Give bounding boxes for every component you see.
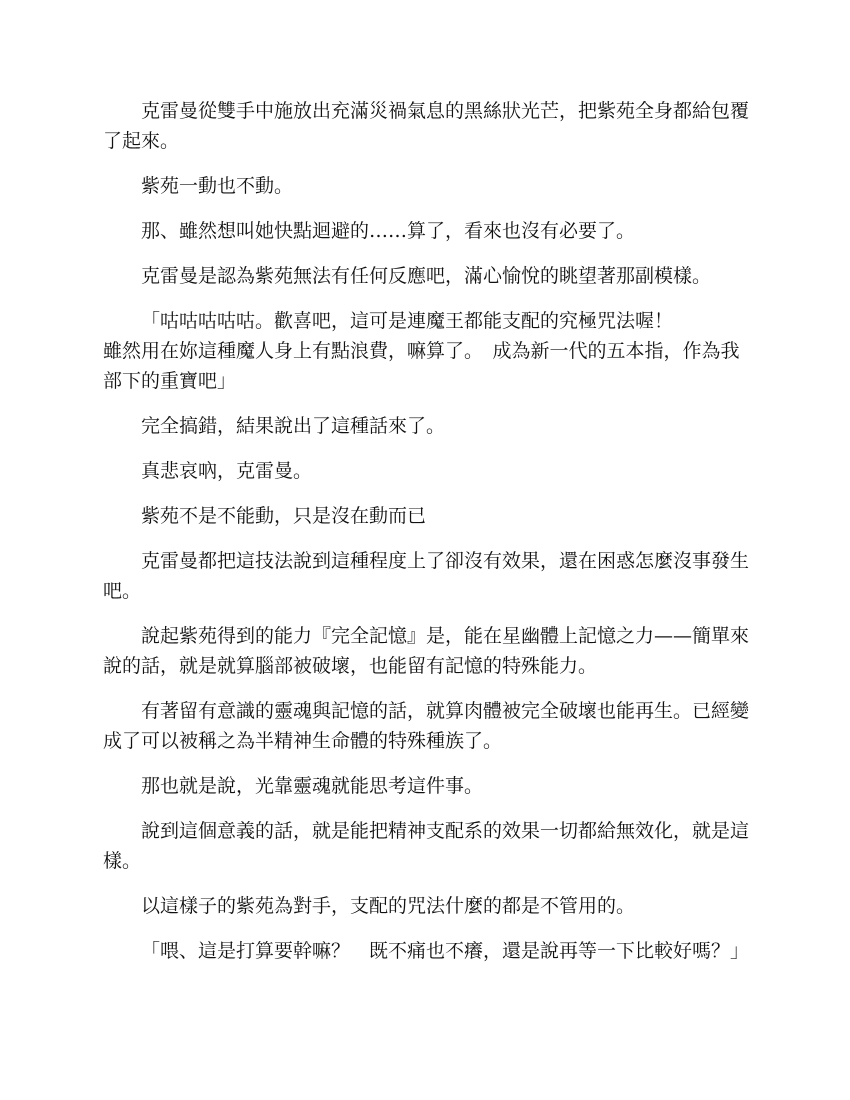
paragraph: 那、雖然想叫她快點迴避的……算了，看來也沒有必要了。 xyxy=(141,220,636,242)
document-body xyxy=(103,96,753,981)
paragraph: 克雷曼是認為紫苑無法有任何反應吧，滿心愉悅的眺望著那副模樣。 xyxy=(141,265,712,287)
paragraph: 說到這個意義的話，就是能把精神支配系的效果一切都給無效化，就是這樣。 xyxy=(103,820,750,872)
paragraph: 以這樣子的紫苑為對手，支配的咒法什麼的都是不管用的。 xyxy=(141,895,636,917)
dialogue-paragraph: 「喂、這是打算要幹嘛？ 既不痛也不癢，還是說再等一下比較好嗎？」 xyxy=(141,940,750,962)
paragraph: 克雷曼都把這技法說到這種程度上了卻沒有效果，還在困惑怎麼沒事發生吧。 xyxy=(103,550,750,602)
paragraph: 有著留有意識的靈魂與記憶的話，就算肉體被完全破壞也能再生。已經變成了可以被稱之為半精神生命體的特殊種族了。 xyxy=(103,700,750,752)
paragraph: 說起紫苑得到的能力『完全記憶』是，能在星幽體上記憶之力——簡單來說的話，就是就算腦部被破壞，也能留有記憶的特殊能力。 xyxy=(103,625,750,677)
paragraph: 那也就是說，光靠靈魂就能思考這件事。 xyxy=(141,775,484,797)
paragraph: 克雷曼從雙手中施放出充滿災禍氣息的黑絲狀光芒，把紫苑全身都給包覆了起來。 xyxy=(103,100,750,152)
paragraph: 完全搞錯，結果說出了這種話來了。 xyxy=(141,415,446,437)
paragraph: 紫苑不是不能動，只是沒在動而已 xyxy=(141,505,427,527)
paragraph: 紫苑一動也不動。 xyxy=(141,175,294,197)
paragraph: 真悲哀吶，克雷曼。 xyxy=(141,460,313,482)
dialogue-paragraph: 「咕咕咕咕咕。歡喜吧，這可是連魔王都能支配的究極咒法喔！ 雖然用在妳這種魔人身上有點浪費，嘛算了。 成為新一代的五本指，作為我部下的重寶吧」 xyxy=(103,310,740,392)
